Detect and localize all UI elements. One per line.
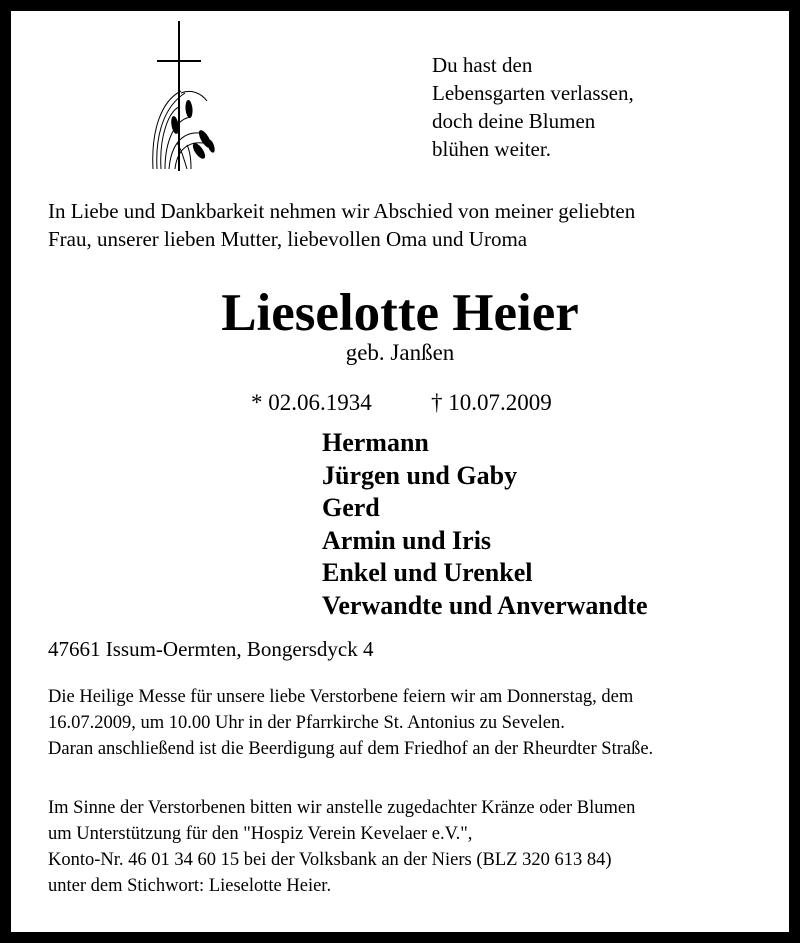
poem-line: doch deine Blumen: [432, 109, 596, 133]
intro-line: Frau, unserer lieben Mutter, liebevollen Oma und Uroma: [48, 227, 528, 251]
family-list: [322, 427, 648, 622]
family-member: Verwandte und Anverwandte: [322, 590, 648, 620]
mass-line: 16.07.2009, um 10.00 Uhr in der Pfarrkirche St. Antonius zu Sevelen.: [48, 713, 565, 733]
donation-notice: [48, 795, 635, 899]
mass-notice: [48, 684, 653, 762]
poem-line: blühen weiter.: [432, 137, 551, 161]
mass-line: Die Heilige Messe für unsere liebe Verstorbene feiern wir am Donnerstag, dem: [48, 687, 634, 707]
donation-line: um Unterstützung für den "Hospiz Verein Kevelaer e.V.",: [48, 824, 473, 844]
family-member: Armin und Iris: [322, 525, 492, 555]
poem-line: Lebensgarten verlassen,: [432, 81, 634, 105]
poem: [432, 51, 634, 163]
family-member: Jürgen und Gaby: [322, 460, 518, 490]
mass-line: Daran anschließend ist die Beerdigung auf dem Friedhof an der Rheurdter Straße.: [48, 739, 654, 759]
donation-line: Konto-Nr. 46 01 34 60 15 bei der Volksbank an der Niers (BLZ 320 613 84): [48, 850, 612, 870]
obituary-notice: [11, 11, 789, 932]
intro-text: [48, 197, 635, 253]
donation-line: unter dem Stichwort: Lieselotte Heier.: [48, 876, 332, 896]
death-date: † 10.07.2009: [431, 390, 552, 415]
family-member: Enkel und Urenkel: [322, 558, 533, 587]
cross-with-reeds-icon: [141, 21, 241, 181]
donation-line: Im Sinne der Verstorbenen bitten wir anstelle zugedachter Kränze oder Blumen: [48, 798, 636, 818]
intro-line: In Liebe und Dankbarkeit nehmen wir Abschied von meiner geliebten: [48, 199, 636, 223]
family-member: Gerd: [322, 493, 380, 522]
deceased-name: Lieselotte Heier: [221, 284, 579, 342]
family-address: 47661 Issum-Oermten, Bongersdyck 4: [48, 637, 374, 661]
poem-line: Du hast den: [432, 53, 533, 77]
family-member: Hermann: [322, 428, 429, 457]
birth-date: * 02.06.1934: [251, 390, 372, 415]
maiden-name: geb. Janßen: [345, 340, 455, 365]
